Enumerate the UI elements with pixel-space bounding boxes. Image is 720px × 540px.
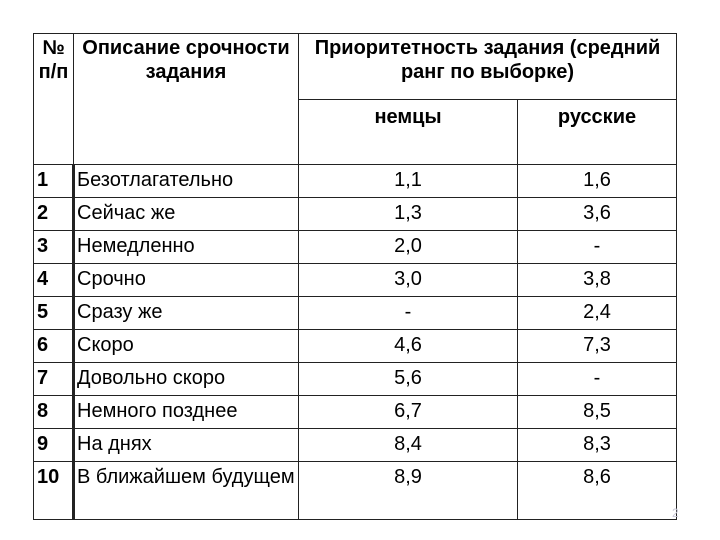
row-russians-value: 1,6 xyxy=(518,165,677,198)
row-germans-value: 2,0 xyxy=(299,231,518,264)
header-germans: немцы xyxy=(299,100,518,165)
row-description: На днях xyxy=(74,429,299,462)
row-germans-value: 8,9 xyxy=(299,462,518,520)
table-row xyxy=(34,462,677,520)
row-germans-value: 6,7 xyxy=(299,396,518,429)
row-number: 7 xyxy=(34,363,74,396)
urgency-priority-table xyxy=(33,33,677,520)
row-number: 5 xyxy=(34,297,74,330)
row-russians-value: - xyxy=(518,231,677,264)
table-row xyxy=(34,429,677,462)
row-germans-value: 1,1 xyxy=(299,165,518,198)
row-number: 3 xyxy=(34,231,74,264)
row-russians-value: 8,5 xyxy=(518,396,677,429)
row-russians-value: - xyxy=(518,363,677,396)
row-description: Довольно скоро xyxy=(74,363,299,396)
row-russians-value: 7,3 xyxy=(518,330,677,363)
row-germans-value: 1,3 xyxy=(299,198,518,231)
row-description: Сейчас же xyxy=(74,198,299,231)
table-row xyxy=(34,264,677,297)
table-row xyxy=(34,363,677,396)
row-number: 6 xyxy=(34,330,74,363)
table-row xyxy=(34,231,677,264)
row-number: 2 xyxy=(34,198,74,231)
row-number: 10 xyxy=(34,462,74,520)
row-germans-value: - xyxy=(299,297,518,330)
row-germans-value: 4,6 xyxy=(299,330,518,363)
row-number: 9 xyxy=(34,429,74,462)
page-number-watermark: 2 xyxy=(672,506,679,520)
row-germans-value: 3,0 xyxy=(299,264,518,297)
row-number: 1 xyxy=(34,165,74,198)
table-row xyxy=(34,198,677,231)
row-russians-value: 8,3 xyxy=(518,429,677,462)
row-description: Немедленно xyxy=(74,231,299,264)
header-row xyxy=(34,34,677,100)
row-russians-value: 3,6 xyxy=(518,198,677,231)
row-russians-value: 8,6 xyxy=(518,462,677,520)
header-russians: русские xyxy=(518,100,677,165)
row-germans-value: 5,6 xyxy=(299,363,518,396)
row-description: Безотлагательно xyxy=(74,165,299,198)
header-priority: Приоритетность задания (средний ранг по выборке) xyxy=(299,34,677,100)
row-germans-value: 8,4 xyxy=(299,429,518,462)
table-row xyxy=(34,297,677,330)
row-russians-value: 2,4 xyxy=(518,297,677,330)
table-row xyxy=(34,396,677,429)
table-row xyxy=(34,165,677,198)
header-number: № п/п xyxy=(34,34,74,165)
row-description: Срочно xyxy=(74,264,299,297)
header-description: Описание срочности задания xyxy=(74,34,299,165)
row-number: 4 xyxy=(34,264,74,297)
row-russians-value: 3,8 xyxy=(518,264,677,297)
row-description: Скоро xyxy=(74,330,299,363)
table-row xyxy=(34,330,677,363)
row-description: Сразу же xyxy=(74,297,299,330)
row-description: Немного позднее xyxy=(74,396,299,429)
row-description: В ближайшем будущем xyxy=(74,462,299,520)
row-number: 8 xyxy=(34,396,74,429)
